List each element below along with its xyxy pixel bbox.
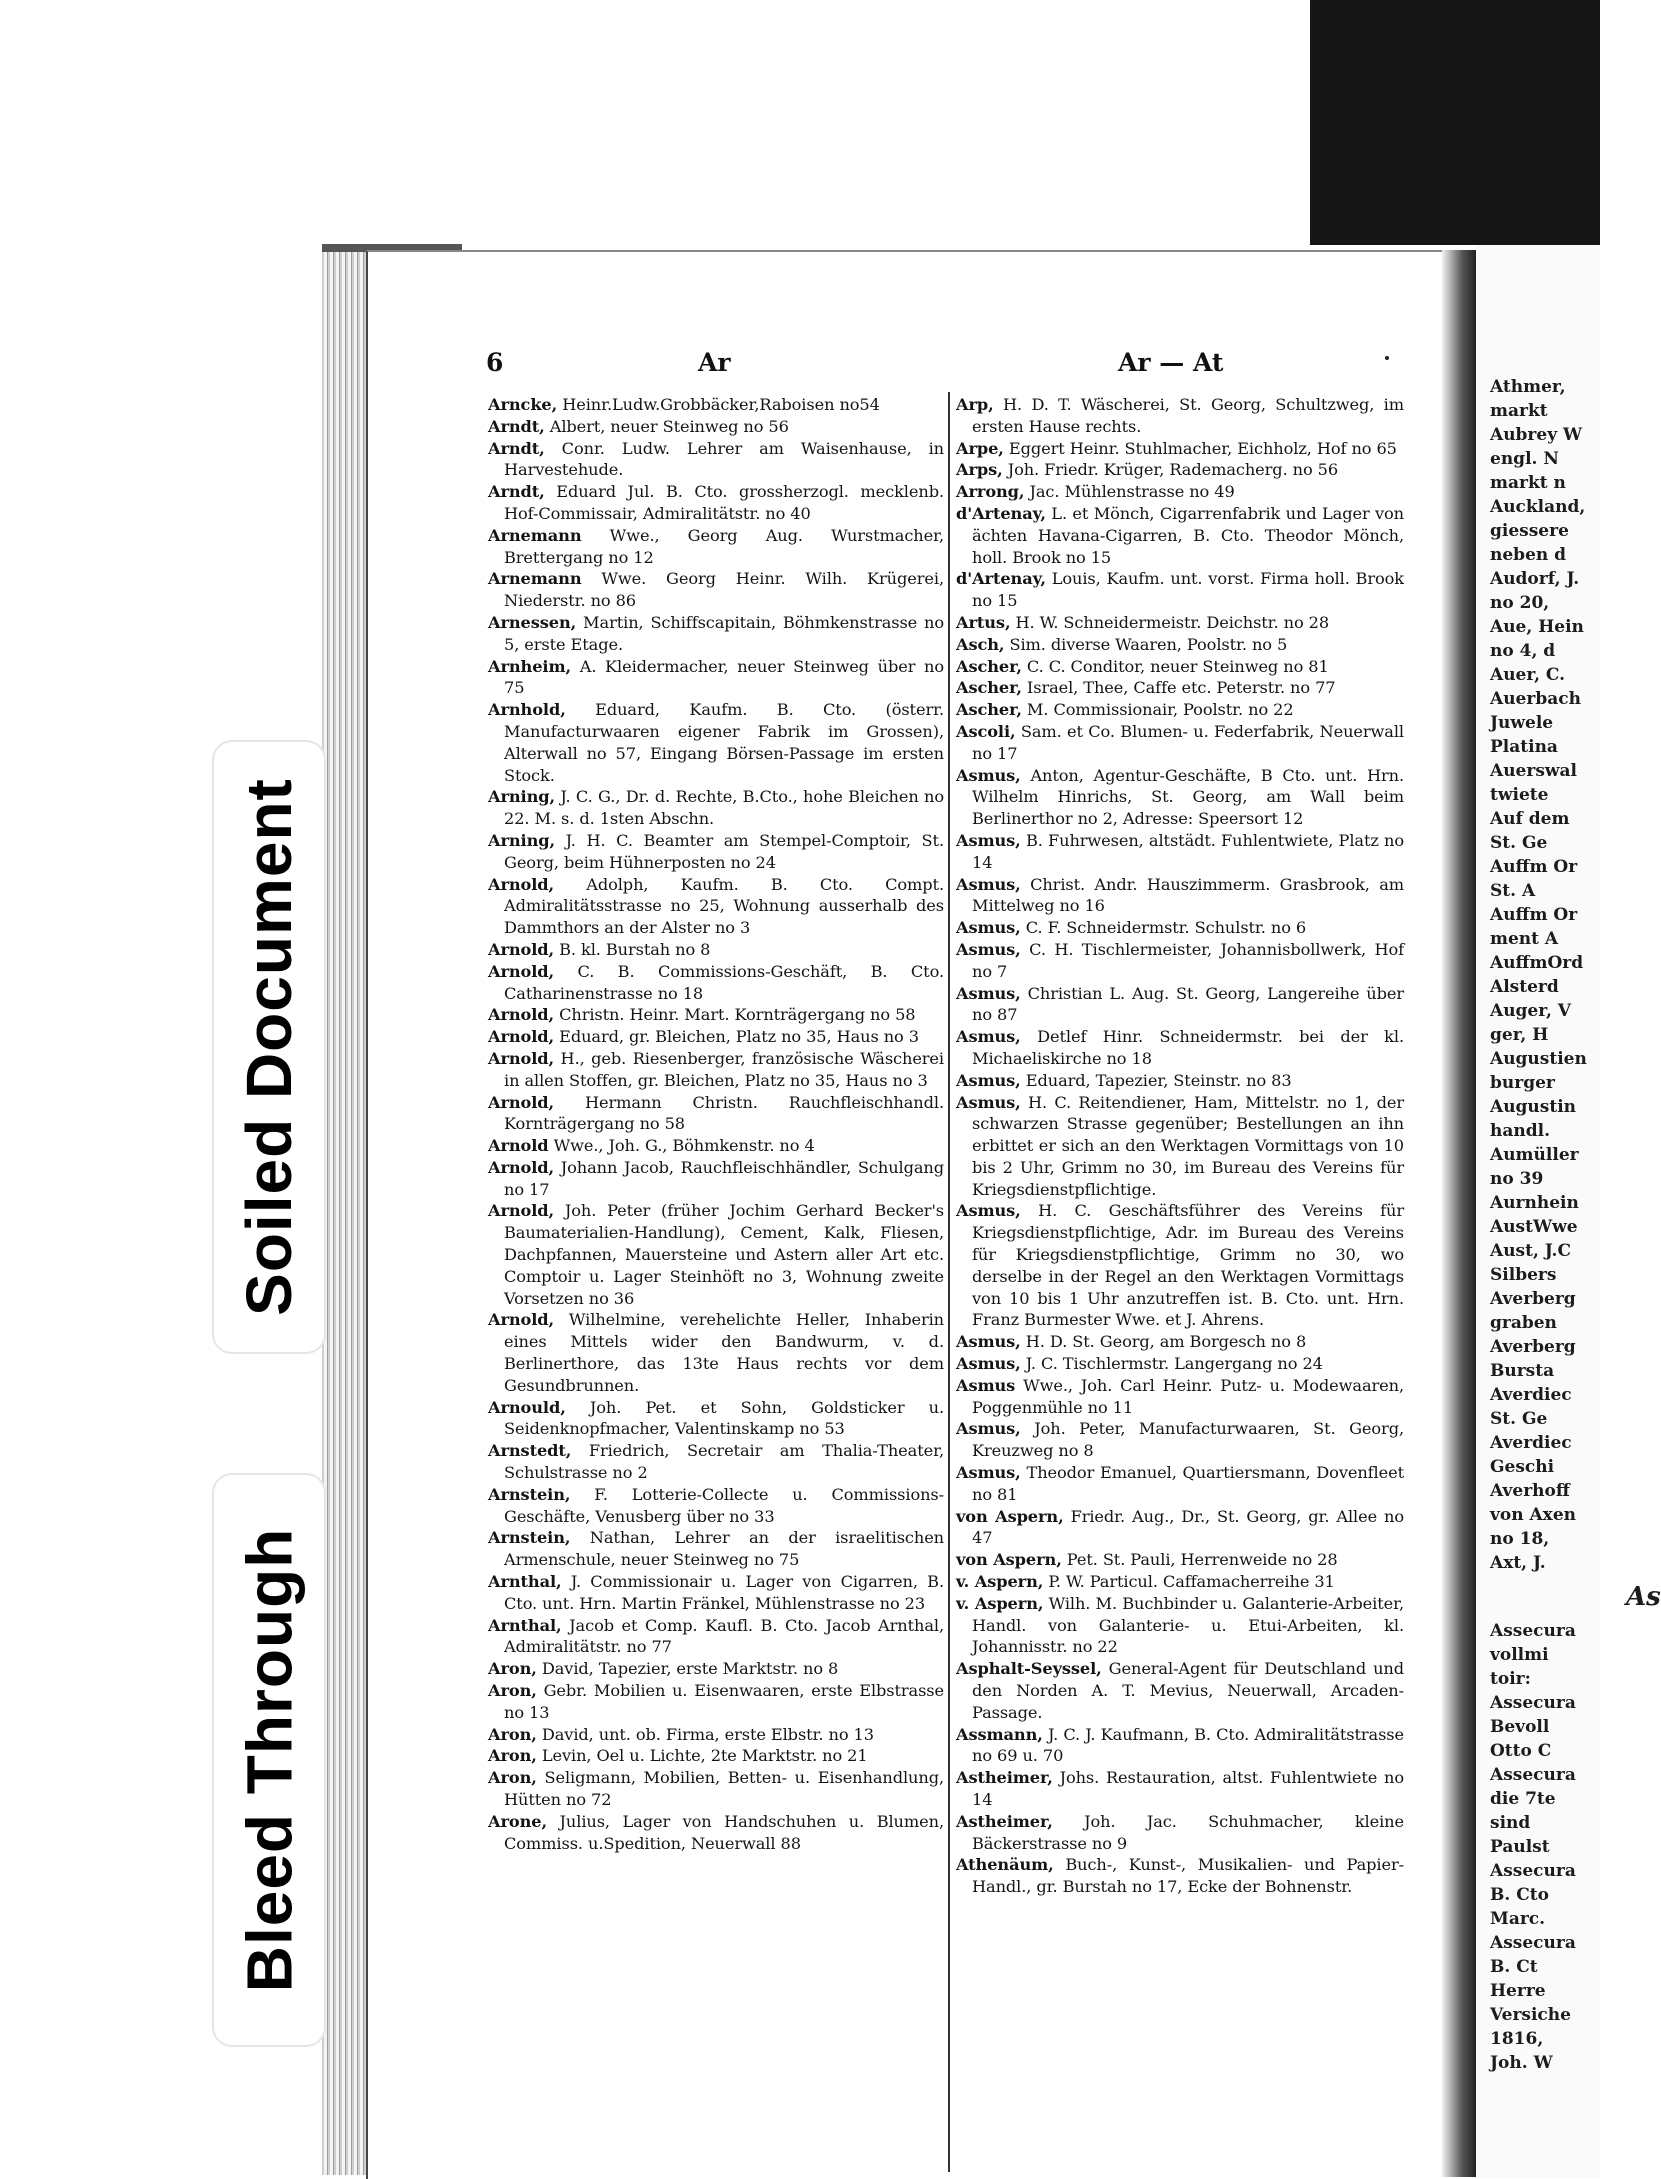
facing-page-line: Auerbach: [1490, 689, 1581, 709]
left-running-head: Ar: [698, 348, 731, 377]
facing-page-line: Alsterd: [1490, 977, 1559, 997]
facing-page-line: Aue, Hein: [1490, 617, 1584, 637]
facing-page-line: Assecura: [1490, 1933, 1576, 1953]
directory-entry: [488, 612, 944, 656]
entry-name: Asmus,: [956, 939, 1021, 959]
entry-details: Jac. Mühlenstrasse no 49: [1024, 482, 1235, 502]
entry-details: Wilhelmine, verehelichte Heller, Inhaberin eines Mittels wider den Bandwurm, v. d. Berlinerthore, das 13te Haus rechts vor dem Gesundbrunnen.: [504, 1310, 944, 1395]
directory-entry: [956, 874, 1404, 918]
directory-entry: [488, 961, 944, 1005]
entry-details: Wwe. Georg Heinr. Wilh. Krügerei, Niederstr. no 86: [504, 569, 944, 611]
entry-details: Pet. St. Pauli, Herrenweide no 28: [1061, 1550, 1338, 1570]
entry-name: Arps,: [956, 460, 1003, 480]
entry-name: Arnold,: [488, 1310, 555, 1330]
directory-entry: [956, 1767, 1404, 1811]
entry-name: Athenäum,: [956, 1855, 1054, 1875]
facing-page-line: Auffm Or: [1490, 905, 1578, 925]
facing-page-line: Averdiec: [1490, 1433, 1572, 1453]
directory-entry: [956, 765, 1404, 830]
entry-details: Christ. Andr. Hauszimmerm. Grasbrook, am Mittelweg no 16: [972, 874, 1404, 916]
entry-details: P. W. Particul. Caffamacherreihe 31: [1043, 1572, 1335, 1592]
entry-details: Friedr. Aug., Dr., St. Georg, gr. Allee no 47: [972, 1506, 1405, 1548]
page-number: 6: [486, 348, 504, 377]
entry-details: Heinr.Ludw.Grobbäcker,Raboisen no54: [557, 395, 880, 414]
facing-page-line: Averhoff: [1490, 1481, 1570, 1501]
directory-entry: [488, 1048, 944, 1092]
facing-page-line: Auer, C.: [1490, 665, 1566, 685]
entry-name: Aron,: [488, 1768, 537, 1788]
entry-name: Arrong,: [956, 482, 1025, 502]
entry-name: Arnold,: [488, 874, 555, 894]
facing-page-line: graben: [1490, 1313, 1557, 1333]
directory-entry: [488, 1026, 944, 1048]
directory-entry: [956, 983, 1404, 1027]
directory-entry: [956, 1462, 1404, 1506]
directory-entry: [488, 1658, 944, 1680]
entry-name: Arnold,: [488, 961, 555, 981]
entry-details: Wwe., Georg Aug. Wurstmacher, Brettergang no 12: [504, 525, 944, 567]
directory-entry: [956, 568, 1404, 612]
entry-name: Arnold: [488, 1136, 549, 1156]
entry-details: Adolph, Kaufm. B. Cto. Compt. Admiralitätsstrasse no 25, Wohnung ausserhalb des Dammthors an der Alster no 3: [504, 874, 944, 938]
directory-entry: [956, 1593, 1404, 1658]
entry-details: Wwe., Joh. G., Böhmkenstr. no 4: [548, 1136, 815, 1156]
entry-name: Asmus,: [956, 1354, 1021, 1374]
book-gutter: [1442, 250, 1476, 2177]
scanner-background: [1310, 0, 1600, 245]
facing-page-line: vollmi: [1490, 1645, 1549, 1665]
entry-name: Arnthal,: [488, 1572, 562, 1592]
facing-page-line: AuffmOrd: [1490, 953, 1584, 973]
facing-page-line: markt n: [1490, 473, 1566, 493]
directory-entry: [956, 438, 1404, 460]
facing-page-line: Auckland,: [1490, 497, 1586, 517]
entry-name: Asmus,: [956, 1201, 1021, 1221]
entry-name: Arnold,: [488, 1005, 555, 1025]
entry-name: Asmus,: [956, 1027, 1021, 1047]
directory-entry: [488, 1157, 944, 1201]
entry-details: F. Lotterie-Collecte u. Commissions-Geschäfte, Venusberg über no 33: [504, 1484, 944, 1526]
entry-details: Joh. Pet. et Sohn, Goldsticker u. Seidenknopfmacher, Valentinskamp no 53: [504, 1397, 944, 1439]
entry-name: Arnold,: [488, 1027, 555, 1047]
soiled-document-stamp: [214, 742, 324, 1352]
entry-name: d'Artenay,: [956, 569, 1046, 589]
entry-details: Julius, Lager von Handschuhen u. Blumen, Commiss. u.Spedition, Neuerwall 88: [504, 1811, 944, 1853]
entry-details: H. W. Schneidermeistr. Deichstr. no 28: [1010, 612, 1330, 632]
directory-entry: [956, 677, 1404, 699]
directory-entry: [488, 786, 944, 830]
entry-details: Sim. diverse Waaren, Poolstr. no 5: [1004, 634, 1288, 654]
entry-details: Johs. Restauration, altst. Fuhlentwiete no 14: [972, 1768, 1404, 1809]
entry-name: Arnold,: [488, 1092, 555, 1112]
directory-entry: [956, 1418, 1404, 1462]
facing-page-line: Auffm Or: [1490, 857, 1578, 877]
entry-details: Jacob et Comp. Kaufl. B. Cto. Jacob Arnthal, Admiralitätstr. no 77: [504, 1615, 944, 1657]
facing-page-line: burger: [1490, 1073, 1555, 1093]
entry-details: Eduard, Tapezier, Steinstr. no 83: [1020, 1070, 1292, 1090]
directory-entry: [488, 416, 944, 438]
directory-entry: [956, 1549, 1404, 1571]
facing-page-line: handl.: [1490, 1121, 1550, 1141]
entry-details: Eduard Jul. B. Cto. grossherzogl. mecklenb. Hof-Commissair, Admiralitätstr. no 40: [504, 482, 944, 523]
entry-details: Theodor Emanuel, Quartiersmann, Dovenfleet no 81: [972, 1463, 1404, 1504]
entry-details: Conr. Ludw. Lehrer am Waisenhause, in Harvestehude.: [504, 438, 944, 480]
entry-details: David, Tapezier, erste Marktstr. no 8: [536, 1659, 839, 1679]
facing-page-line: Aubrey W: [1490, 425, 1583, 445]
directory-entry: [488, 1745, 944, 1767]
facing-page-line: Auger, V: [1490, 1001, 1571, 1021]
directory-entry: [488, 438, 944, 482]
directory-entry: [956, 1724, 1404, 1768]
directory-entry: [488, 1092, 944, 1136]
facing-page-line: Assecura: [1490, 1861, 1576, 1881]
entry-name: Asmus,: [956, 1463, 1021, 1483]
directory-entry: [488, 874, 944, 939]
entry-details: Eduard, Kaufm. B. Cto. (österr. Manufacturwaaren eigener Fabrik im Grossen), Alterwall no 57, Eingang Börsen-Passage im ersten Stock.: [504, 700, 944, 785]
directory-entry: [956, 459, 1404, 481]
facing-page-line: Averdiec: [1490, 1385, 1572, 1405]
facing-page-line: Averberg: [1490, 1289, 1576, 1309]
facing-page-line: Herre: [1490, 1981, 1546, 2001]
facing-page-line: Averberg: [1490, 1337, 1576, 1357]
entry-name: Ascher,: [956, 678, 1022, 698]
directory-entry: [488, 1680, 944, 1724]
facing-page-fragments-lower: [1476, 1619, 1600, 2075]
directory-entry: [488, 830, 944, 874]
directory-entry: [488, 1135, 944, 1157]
facing-page-line: Bevoll: [1490, 1717, 1550, 1737]
entry-name: Arone,: [488, 1811, 547, 1831]
facing-page-line: 1816,: [1490, 2029, 1544, 2049]
facing-page-line: Versiche: [1490, 2005, 1571, 2025]
directory-entry: [488, 699, 944, 786]
entry-details: Christian L. Aug. St. Georg, Langereihe über no 87: [972, 983, 1404, 1025]
directory-entry: [488, 481, 944, 525]
right-running-head: Ar — At: [1118, 348, 1224, 377]
entry-name: Arndt,: [488, 416, 545, 436]
directory-entry: [488, 939, 944, 961]
facing-page-line: Athmer,: [1490, 377, 1566, 397]
entry-details: C. F. Schneidermstr. Schulstr. no 6: [1020, 918, 1307, 938]
facing-page-line: no 39: [1490, 1169, 1544, 1189]
entry-name: Aron,: [488, 1659, 537, 1679]
entry-name: Asmus,: [956, 1332, 1021, 1352]
entry-name: Ascher,: [956, 700, 1022, 720]
facing-page-line: Paulst: [1490, 1837, 1550, 1857]
entry-name: Arnold,: [488, 1048, 555, 1068]
entry-details: Sam. et Co. Blumen- u. Federfabrik, Neuerwall no 17: [972, 721, 1404, 763]
entry-name: Asmus,: [956, 874, 1021, 894]
entry-name: Arncke,: [488, 395, 558, 414]
entry-details: H., geb. Riesenberger, französische Wäscherei in allen Stoffen, gr. Bleichen, Platz no 35, Haus no 3: [504, 1048, 944, 1090]
entry-details: J. H. C. Beamter am Stempel-Comptoir, St. Georg, beim Hühnerposten no 24: [504, 830, 944, 872]
entry-details: David, unt. ob. Firma, erste Elbstr. no 13: [536, 1724, 874, 1744]
entry-name: Asch,: [956, 634, 1005, 654]
entry-details: H. D. T. Wäscherei, St. Georg, Schultzweg, im ersten Hause rechts.: [972, 395, 1404, 436]
entry-details: A. Kleidermacher, neuer Steinweg über no 75: [504, 656, 944, 698]
facing-page-line: Assecura: [1490, 1621, 1576, 1641]
facing-page-heading: As: [1626, 1582, 1661, 1612]
directory-entry: [488, 1767, 944, 1811]
facing-page-line: St. A: [1490, 881, 1536, 901]
entry-name: Asmus,: [956, 830, 1021, 850]
directory-entry: [956, 1375, 1404, 1419]
facing-page-line: Assecura: [1490, 1693, 1576, 1713]
entry-details: Louis, Kaufm. unt. vorst. Firma holl. Brook no 15: [972, 569, 1404, 611]
left-column: [488, 394, 944, 1854]
directory-entry: [956, 656, 1404, 678]
facing-page-line: no 18,: [1490, 1529, 1550, 1549]
facing-page-line: toir:: [1490, 1669, 1531, 1689]
entry-details: Seligmann, Mobilien, Betten- u. Eisenhandlung, Hütten no 72: [504, 1768, 944, 1809]
directory-entry: [956, 939, 1404, 983]
entry-name: Arnessen,: [488, 612, 577, 632]
directory-entry: [956, 1658, 1404, 1723]
entry-name: Arnstedt,: [488, 1441, 572, 1461]
entry-name: Arnemann: [488, 569, 582, 589]
directory-entry: [488, 1724, 944, 1746]
entry-details: C. C. Conditor, neuer Steinweg no 81: [1021, 656, 1329, 676]
entry-name: Arnstein,: [488, 1528, 571, 1548]
entry-name: Asmus,: [956, 1092, 1021, 1112]
entry-name: Arndt,: [488, 438, 545, 458]
directory-entry: [956, 503, 1404, 568]
entry-details: J. C. J. Kaufmann, B. Cto. Admiralitätstrasse no 69 u. 70: [972, 1724, 1404, 1766]
entry-name: Asmus,: [956, 983, 1021, 1003]
entry-details: C. B. Commissions-Geschäft, B. Cto. Catharinenstrasse no 18: [504, 961, 944, 1003]
entry-details: J. C. Tischlermstr. Langergang no 24: [1020, 1354, 1323, 1374]
column-divider: [948, 392, 950, 2172]
entry-details: H. C. Reitendiener, Ham, Mittelstr. no 1, der schwarzen Strasse gegenüber; Bestellungen an ihn erbittet er sich an den Werktagen Vormittags von 10 bis 2 Uhr, Grimm no 30, im Bureau des Vereins für Kriegsdienstpflichtige.: [972, 1092, 1404, 1199]
facing-page-line: Joh. W: [1490, 2053, 1553, 2073]
directory-entry: [956, 1571, 1404, 1593]
entry-details: M. Commissionair, Poolstr. no 22: [1021, 700, 1294, 720]
directory-entry: [956, 634, 1404, 656]
entry-name: Asmus,: [956, 765, 1021, 785]
directory-entry: [956, 830, 1404, 874]
entry-name: Astheimer,: [956, 1768, 1053, 1788]
facing-page-line: B. Ct: [1490, 1957, 1538, 1977]
directory-entry: [956, 1092, 1404, 1201]
entry-name: Arpe,: [956, 438, 1004, 458]
entry-details: J. C. G., Dr. d. Rechte, B.Cto., hohe Bleichen no 22. M. s. d. 1sten Abschn.: [504, 787, 944, 829]
facing-page-line: Augustien: [1490, 1049, 1587, 1069]
entry-details: Anton, Agentur-Geschäfte, B Cto. unt. Hrn. Wilhelm Hinrichs, St. Georg, am Wall beim Berlinerthor no 2, Adresse: Speersort 12: [972, 765, 1404, 829]
book-page-edges: [322, 250, 366, 2175]
entry-details: Christn. Heinr. Mart. Kornträgergang no 58: [554, 1005, 916, 1025]
entry-name: von Aspern,: [956, 1506, 1064, 1526]
facing-page-line: Aumüller: [1490, 1145, 1579, 1165]
entry-details: Albert, neuer Steinweg no 56: [544, 416, 789, 436]
entry-name: Asphalt-Seyssel,: [956, 1659, 1102, 1679]
directory-entry: [956, 1331, 1404, 1353]
entry-details: C. H. Tischlermeister, Johannisbollwerk, Hof no 7: [972, 939, 1404, 981]
facing-page-line: giessere: [1490, 521, 1569, 541]
entry-name: Arnthal,: [488, 1615, 562, 1635]
facing-page-line: Aurnhein: [1490, 1193, 1579, 1213]
right-column: [956, 394, 1404, 1898]
entry-details: Joh. Friedr. Krüger, Rademacherg. no 56: [1002, 460, 1339, 480]
facing-page-line: St. Ge: [1490, 1409, 1548, 1429]
directory-entry: [488, 568, 944, 612]
facing-page-line: Augustin: [1490, 1097, 1577, 1117]
entry-name: Arnemann: [488, 525, 582, 545]
facing-page-line: Silbers: [1490, 1265, 1557, 1285]
entry-name: Asmus,: [956, 918, 1021, 938]
directory-entry: [956, 917, 1404, 939]
facing-page-line: twiete: [1490, 785, 1549, 805]
header-dot: [1385, 356, 1389, 360]
directory-entry: [956, 1353, 1404, 1375]
entry-name: Asmus,: [956, 1070, 1021, 1090]
directory-entry: [956, 1854, 1404, 1898]
bleed-through-stamp: [214, 1475, 324, 2045]
facing-page-line: engl. N: [1490, 449, 1559, 469]
directory-entry: [488, 1615, 944, 1659]
facing-page-line: St. Ge: [1490, 833, 1548, 853]
entry-details: H. D. St. Georg, am Borgesch no 8: [1020, 1332, 1307, 1352]
entry-details: Wilh. M. Buchbinder u. Galanterie-Arbeiter, Handl. von Galanterie- u. Etui-Arbeiten, kl. Johannisstr. no 22: [972, 1593, 1404, 1657]
facing-page-line: Auerswal: [1490, 761, 1578, 781]
entry-details: Wwe., Joh. Carl Heinr. Putz- u. Modewaaren, Poggenmühle no 11: [972, 1375, 1404, 1417]
entry-name: Assmann,: [956, 1724, 1043, 1744]
entry-details: Hermann Christn. Rauchfleischhandl. Kornträgergang no 58: [504, 1092, 944, 1134]
directory-entry: [956, 481, 1404, 503]
entry-details: Joh. Peter, Manufacturwaaren, St. Georg, Kreuzweg no 8: [972, 1419, 1404, 1461]
directory-entry: [488, 394, 944, 416]
facing-page-line: Juwele: [1490, 713, 1554, 733]
directory-entry: [488, 1811, 944, 1855]
entry-name: Arnheim,: [488, 656, 572, 676]
directory-entry: [488, 1484, 944, 1528]
entry-name: Arning,: [488, 787, 556, 807]
entry-details: Israel, Thee, Caffe etc. Peterstr. no 77: [1021, 678, 1336, 698]
facing-page-line: Marc.: [1490, 1909, 1546, 1929]
entry-details: B. kl. Burstah no 8: [554, 939, 711, 959]
facing-page-line: von Axen: [1490, 1505, 1576, 1525]
entry-details: Buch-, Kunst-, Musikalien- und Papier-Handl., gr. Burstah no 17, Ecke der Bohnenstr.: [972, 1855, 1404, 1897]
entry-details: Eduard, gr. Bleichen, Platz no 35, Haus no 3: [554, 1027, 919, 1047]
directory-entry: [488, 1527, 944, 1571]
facing-page-line: Assecura: [1490, 1765, 1576, 1785]
facing-page-line: Bursta: [1490, 1361, 1555, 1381]
entry-details: Detlef Hinr. Schneidermstr. bei der kl. Michaeliskirche no 18: [972, 1027, 1404, 1068]
facing-page-line: ger, H: [1490, 1025, 1549, 1045]
entry-name: Artus,: [956, 612, 1011, 632]
facing-page-line: sind: [1490, 1813, 1531, 1833]
entry-name: Arnold,: [488, 1201, 555, 1221]
entry-name: v. Aspern,: [956, 1593, 1044, 1613]
entry-name: Ascoli,: [956, 721, 1016, 741]
entry-details: B. Fuhrwesen, altstädt. Fuhlentwiete, Platz no 14: [972, 830, 1404, 872]
facing-page-line: Auf dem: [1490, 809, 1570, 829]
entry-name: Arnstein,: [488, 1484, 571, 1504]
directory-entry: [956, 612, 1404, 634]
directory-entry: [956, 1811, 1404, 1855]
entry-name: Asmus,: [956, 1419, 1021, 1439]
directory-entry: [488, 525, 944, 569]
entry-name: Astheimer,: [956, 1811, 1053, 1831]
entry-name: von Aspern,: [956, 1550, 1062, 1570]
entry-name: v. Aspern,: [956, 1572, 1044, 1592]
directory-entry: [956, 1506, 1404, 1550]
entry-details: Joh. Peter (früher Jochim Gerhard Becker's Baumaterialien-Handlung), Cement, Kalk, Fliesen, Dachpfannen, Mauersteine und Astern aller Art etc. Comptoir u. Lager Steinhöft no 3, Wohnung zweite Vorsetzen no 36: [504, 1201, 944, 1308]
entry-details: Eggert Heinr. Stuhlmacher, Eichholz, Hof no 65: [1003, 438, 1397, 458]
facing-page-line: Aust, J.C: [1490, 1241, 1571, 1261]
directory-entry: [956, 394, 1404, 438]
facing-page-line: Otto C: [1490, 1741, 1552, 1761]
directory-entry: [488, 1440, 944, 1484]
entry-details: Joh. Jac. Schuhmacher, kleine Bäckerstrasse no 9: [972, 1811, 1404, 1853]
facing-page-line: die 7te: [1490, 1789, 1556, 1809]
facing-page-line: Platina: [1490, 737, 1558, 757]
directory-entry: [956, 1026, 1404, 1070]
directory-entry: [488, 1200, 944, 1309]
entry-name: Arndt,: [488, 482, 545, 502]
facing-page-line: markt: [1490, 401, 1548, 421]
facing-page-line: Geschi: [1490, 1457, 1555, 1477]
soiled-document-label: Soiled Document: [233, 778, 305, 1316]
entry-name: Arnold,: [488, 939, 555, 959]
entry-name: Ascher,: [956, 656, 1022, 676]
entry-details: General-Agent für Deutschland und den Norden A. T. Mevius, Neuerwall, Arcaden-Passage.: [972, 1659, 1404, 1722]
directory-entry: [956, 721, 1404, 765]
facing-page-line: ment A: [1490, 929, 1559, 949]
entry-details: Nathan, Lehrer an der israelitischen Armenschule, neuer Steinweg no 75: [504, 1528, 944, 1570]
facing-page: [1476, 245, 1661, 2177]
facing-page-line: no 20,: [1490, 593, 1550, 613]
directory-entry: [956, 1200, 1404, 1331]
entry-name: Asmus: [956, 1375, 1016, 1395]
entry-details: Martin, Schiffscapitain, Böhmkenstrasse no 5, erste Etage.: [504, 612, 944, 654]
facing-page-line: Audorf, J.: [1490, 569, 1580, 589]
entry-name: d'Artenay,: [956, 503, 1046, 523]
directory-entry: [488, 1397, 944, 1441]
directory-entry: [956, 1070, 1404, 1092]
entry-details: Levin, Oel u. Lichte, 2te Marktstr. no 21: [536, 1746, 868, 1766]
entry-name: Aron,: [488, 1746, 537, 1766]
entry-details: H. C. Geschäftsführer des Vereins für Kriegsdienstpflichtige, Adr. im Bureau des Vereins für Kriegsdienstpflichtige, Grimm no 30, wo derselbe in der Regel an den Werktagen Vormittags von 10 bis 1 Uhr anzutreffen ist. B. Cto. unt. Hrn. Franz Burmester Wwe. et J. Ahrens.: [972, 1201, 1404, 1330]
entry-name: Arnhold,: [488, 700, 566, 720]
entry-name: Aron,: [488, 1681, 537, 1701]
entry-details: L. et Mönch, Cigarrenfabrik und Lager von ächten Havana-Cigarren, B. Cto. Theodor Mönch, holl. Brook no 15: [972, 503, 1404, 567]
directory-entry: [956, 699, 1404, 721]
facing-page-line: AustWwe: [1490, 1217, 1578, 1237]
entry-name: Arnould,: [488, 1397, 566, 1417]
directory-entry: [488, 1004, 944, 1026]
directory-entry: [488, 656, 944, 700]
directory-entry: [488, 1309, 944, 1396]
bleed-through-label: Bleed Through: [233, 1527, 305, 1993]
entry-details: J. Commissionair u. Lager von Cigarren, B. Cto. unt. Hrn. Martin Fränkel, Mühlenstrasse no 23: [504, 1572, 944, 1613]
directory-entry: [488, 1571, 944, 1615]
entry-name: Arp,: [956, 395, 994, 414]
facing-page-line: neben d: [1490, 545, 1567, 565]
entry-details: Friedrich, Secretair am Thalia-Theater, Schulstrasse no 2: [504, 1441, 944, 1483]
facing-page-line: Axt, J.: [1490, 1553, 1546, 1573]
entry-name: Aron,: [488, 1724, 537, 1744]
entry-details: Johann Jacob, Rauchfleischhändler, Schulgang no 17: [504, 1157, 944, 1199]
entry-details: Gebr. Mobilien u. Eisenwaaren, erste Elbstrasse no 13: [504, 1681, 944, 1722]
facing-page-line: no 4, d: [1490, 641, 1556, 661]
entry-name: Arnold,: [488, 1157, 555, 1177]
facing-page-fragments: [1476, 245, 1600, 1575]
facing-page-line: B. Cto: [1490, 1885, 1549, 1905]
entry-name: Arning,: [488, 830, 556, 850]
